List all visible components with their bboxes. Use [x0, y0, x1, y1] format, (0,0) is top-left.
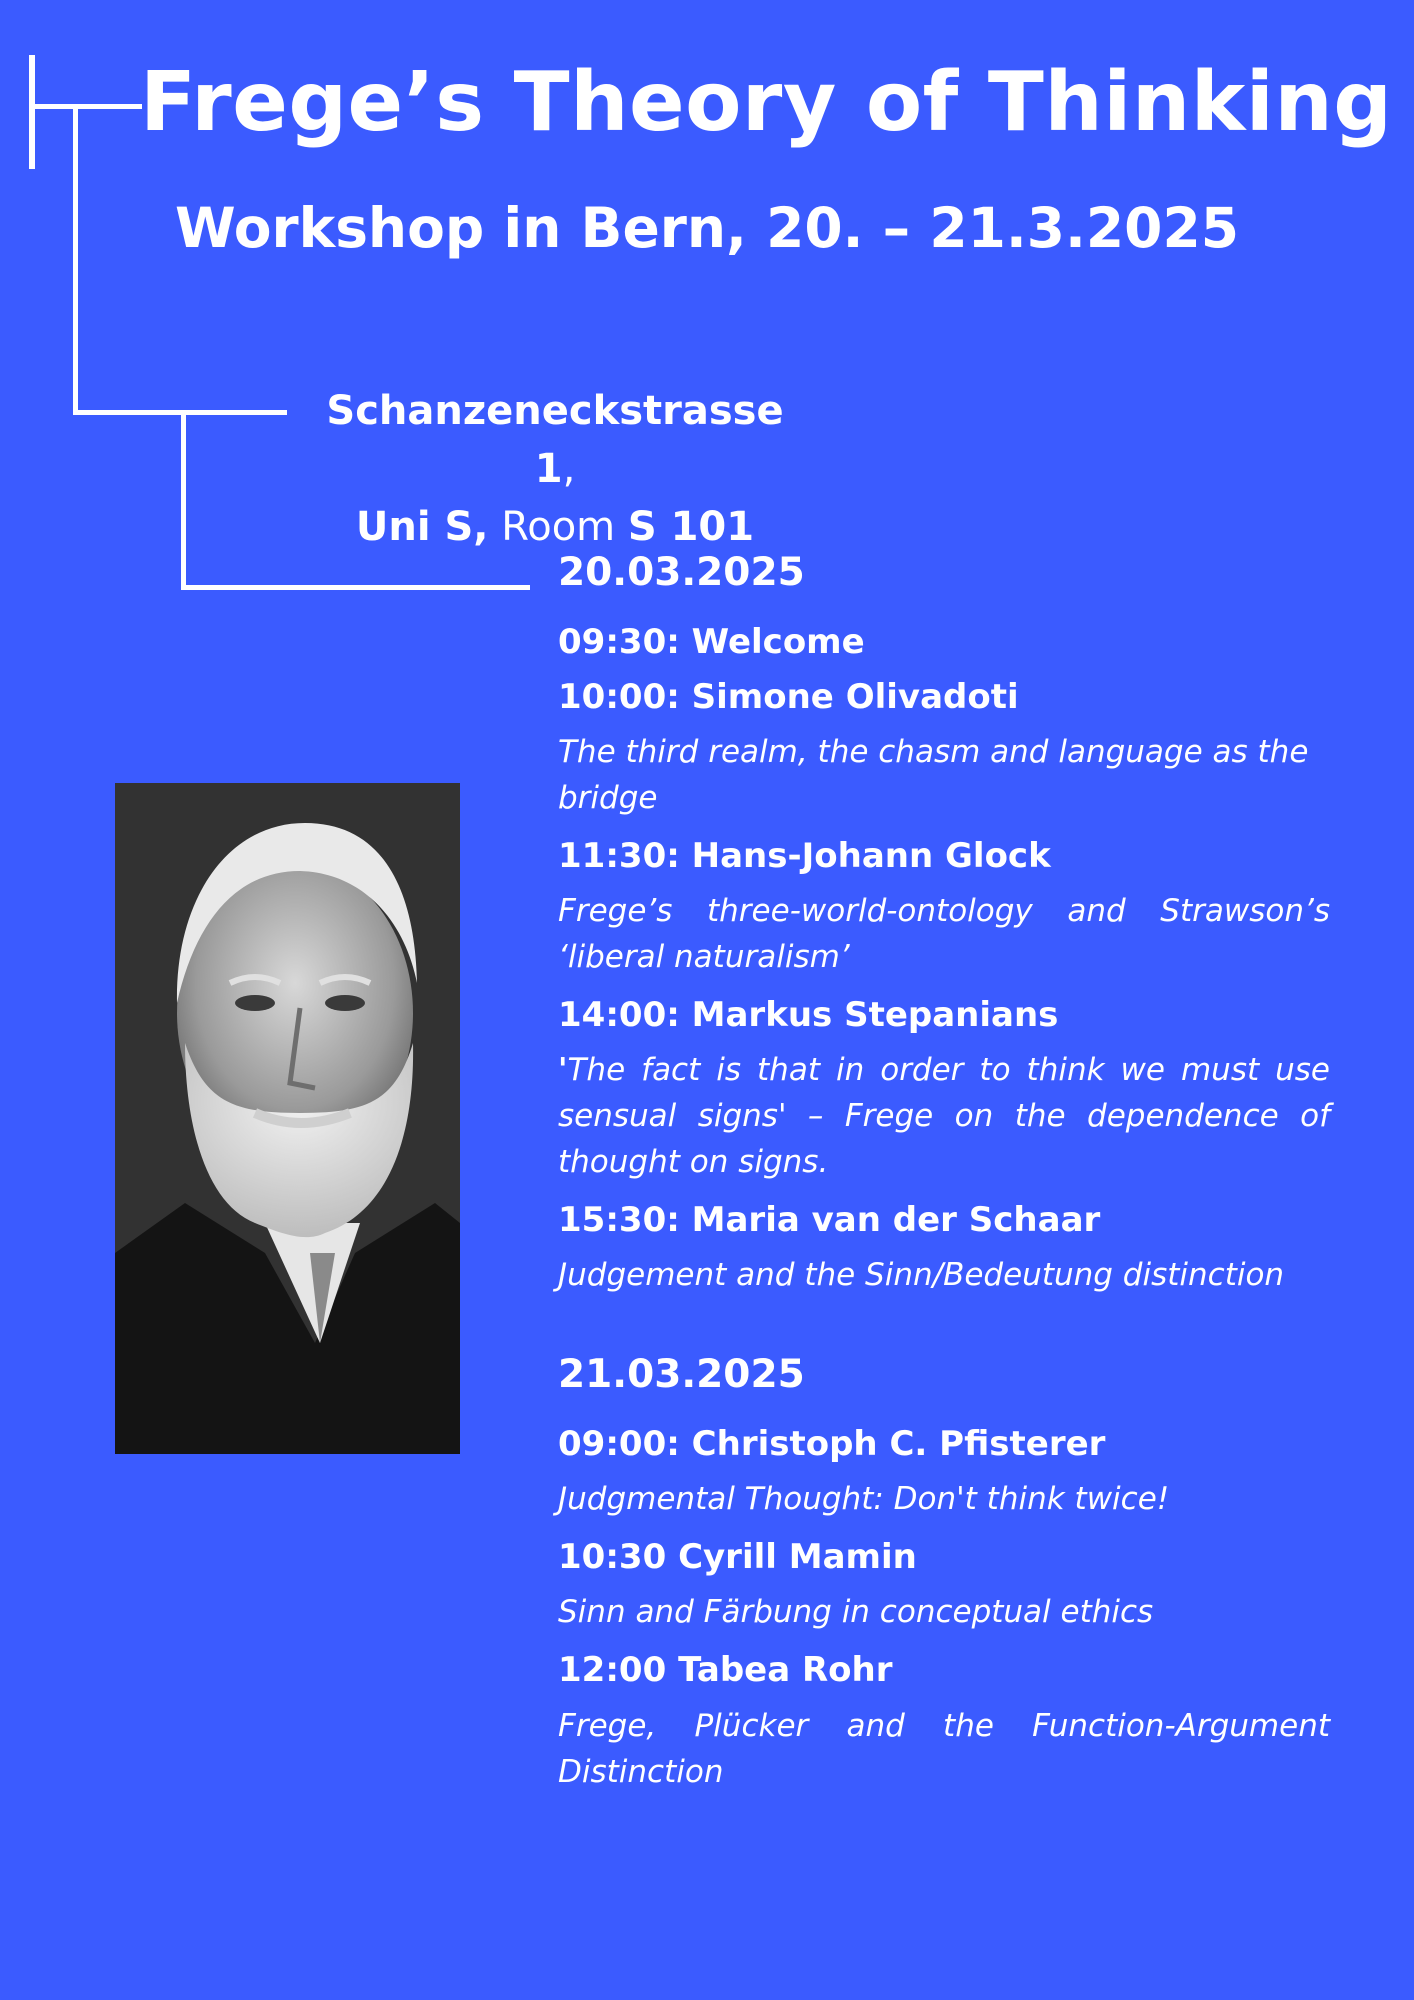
day1-slot4-talk: The fact is that in order to think we must use sensual signs' – Frege on the dependence of thought on signs. [558, 1052, 1330, 1181]
day2-slot3-talk: Frege, Plücker and the Function-Argument Distinction [558, 1707, 1330, 1790]
bracket-line-date-horizontal [181, 585, 530, 590]
day2-slot2-talk: Sinn and Färbung in conceptual ethics [558, 1594, 1154, 1631]
venue-room-label: Room [501, 504, 616, 550]
venue-address [300, 382, 810, 556]
day1-slot3-talk: Frege’s three-world-ontology and Strawson’s ‘liberal naturalism’ [558, 893, 1330, 976]
day1-slot4-talk-quote: ' [558, 1052, 568, 1089]
venue-room-line [300, 498, 810, 556]
day1-slot4-head: 14:00: Markus Stepanians [558, 995, 1059, 1036]
page-subtitle: Workshop in Bern, 20. – 21.3.2025 [175, 196, 1239, 260]
bracket-line-top-horizontal [32, 104, 142, 109]
portrait-illustration [115, 783, 460, 1454]
day1-slot5-head: 15:30: Maria van der Schaar [558, 1200, 1101, 1241]
day1-slot1-head: 09:30: Welcome [558, 621, 865, 662]
bracket-line-vertical-left [29, 55, 35, 169]
venue-street-comma: , [562, 446, 576, 492]
venue-room: S 101 [627, 504, 755, 550]
program [558, 552, 1330, 1811]
day1-slot2-talk: The third realm, the chasm and language as the bridge [558, 734, 1309, 817]
day1-slot3-head: 11:30: Hans-Johann Glock [558, 836, 1051, 877]
day2-slot1-talk: Judgmental Thought: Don't think twice! [558, 1481, 1170, 1518]
day1-slot4-talk-block [558, 1047, 1330, 1185]
portrait-photo [115, 783, 460, 1454]
venue-street: Schanzeneckstrasse 1 [326, 388, 784, 492]
bracket-line-vertical-inner [181, 410, 186, 590]
venue-street-line [300, 382, 810, 498]
day1-slot2-head: 10:00: Simone Olivadoti [558, 676, 1019, 717]
day2-date: 21.03.2025 [558, 1352, 805, 1398]
day1-slot5-talk: Judgement and the Sinn/Bedeutung distinction [558, 1257, 1285, 1294]
day2-slot3-head: 12:00 Tabea Rohr [558, 1650, 893, 1691]
page-title: Frege’s Theory of Thinking [140, 55, 1393, 150]
day1-date: 20.03.2025 [558, 550, 805, 595]
day2-slot1-head: 09:00: Christoph C. Pfisterer [558, 1424, 1106, 1465]
day2-slot2-head: 10:30 Cyrill Mamin [558, 1537, 917, 1578]
bracket-line-venue-horizontal [73, 410, 287, 415]
venue-building: Uni S, [355, 504, 489, 550]
